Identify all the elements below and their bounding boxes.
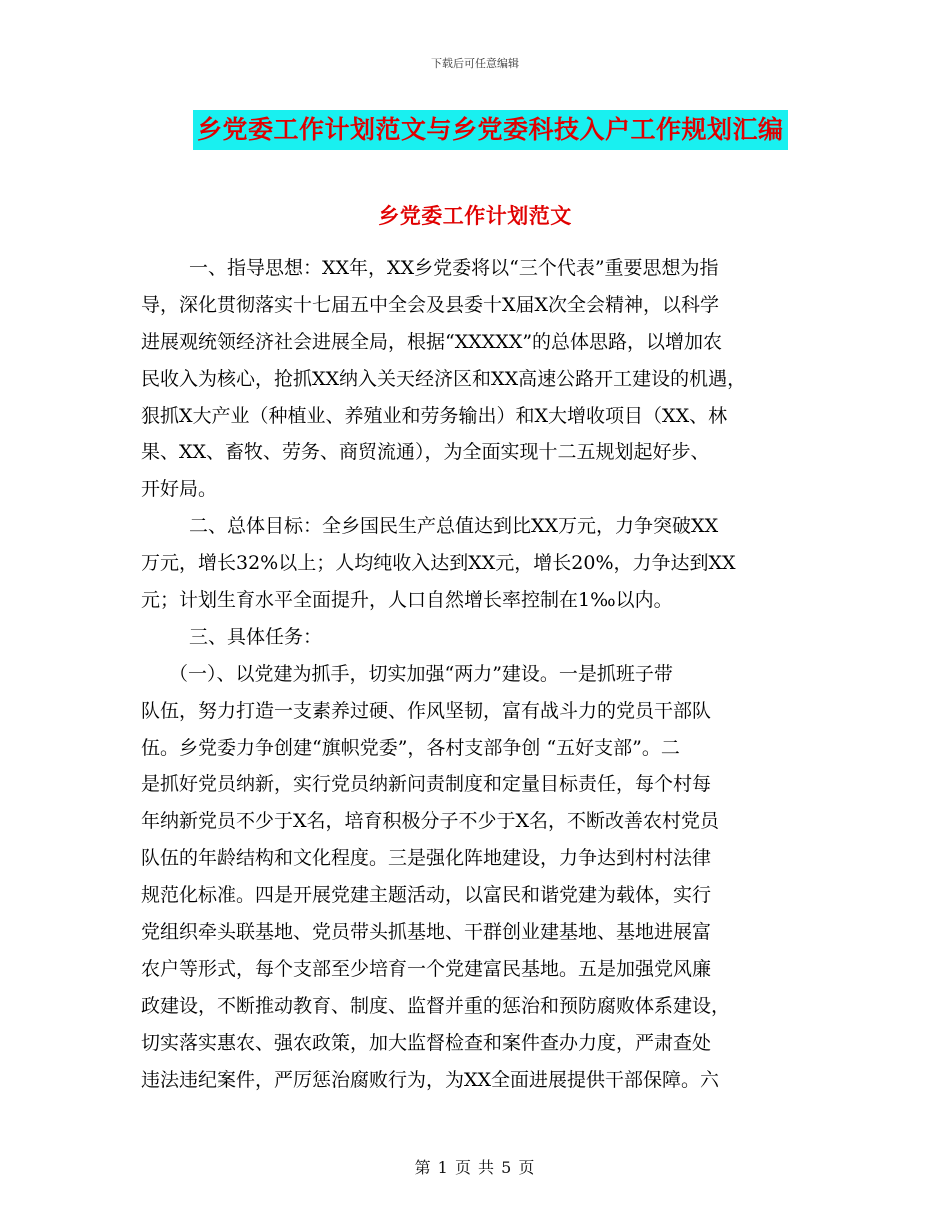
paragraph-line: 年纳新党员不少于X名，培育积极分子不少于X名，不断改善农村党员 bbox=[141, 810, 720, 833]
paragraph-line: 一、指导思想：XX年，XX乡党委将以“三个代表”重要思想为指 bbox=[189, 257, 719, 279]
paragraph-line: 开好局。 bbox=[141, 478, 218, 501]
paragraph-line: 导，深化贯彻落实十七届五中全会及县委十X届X次全会精神，以科学 bbox=[141, 293, 720, 316]
paragraph-line: 政建设，不断推动教育、制度、监督并重的惩治和预防腐败体系建设， bbox=[141, 994, 731, 1017]
paragraph-line: 民收入为核心，抢抓XX纳入关天经济区和XX高速公路开工建设的机遇， bbox=[141, 367, 747, 390]
page-number: 第 1 页 共 5 页 bbox=[414, 1158, 536, 1177]
paragraph-line: 三、具体任务： bbox=[189, 625, 323, 648]
paragraph-line: 二、总体目标：全乡国民生产总值达到比XX万元，力争突破XX bbox=[189, 515, 719, 538]
paragraph-line: 伍。乡党委力争创建“旗帜党委”，各村支部争创 “五好支部”。二 bbox=[141, 736, 680, 759]
paragraph-line: 进展观统领经济社会进展全局，根据“XXXXX”的总体思路，以增加农 bbox=[141, 330, 723, 353]
paragraph-line: 违法违纪案件，严厉惩治腐败行为，为XX全面进展提供干部保障。六 bbox=[141, 1068, 720, 1091]
paragraph-line: （一）、以党建为抓手，切实加强“两力”建设。一是抓班子带 bbox=[169, 662, 673, 685]
paragraph-line: 是抓好党员纳新，实行党员纳新问责制度和定量目标责任，每个村每 bbox=[141, 773, 712, 796]
paragraph-line: 党组织牵头联基地、党员带头抓基地、干群创业建基地、基地进展富 bbox=[141, 921, 712, 944]
section-title: 乡党委工作计划范文 bbox=[378, 203, 572, 228]
document-title: 乡党委工作计划范文与乡党委科技入户工作规划汇编 bbox=[193, 110, 788, 150]
paragraph-line: 规范化标准。四是开展党建主题活动，以富民和谐党建为载体，实行 bbox=[141, 884, 712, 907]
paragraph-line: 农户等形式，每个支部至少培育一个党建富民基地。五是加强党风廉 bbox=[141, 957, 712, 980]
paragraph-line: 万元，增长32%以上；人均纯收入达到XX元，增长20%，力争达到XX bbox=[141, 552, 736, 575]
header-note: 下载后可任意编辑 bbox=[431, 57, 519, 70]
paragraph-line: 切实落实惠农、强农政策，加大监督检查和案件查办力度，严肃查处 bbox=[141, 1031, 712, 1054]
paragraph-line: 队伍，努力打造一支素养过硬、作风坚韧，富有战斗力的党员干部队 bbox=[141, 699, 712, 722]
paragraph-line: 果、XX、畜牧、劳务、商贸流通），为全面实现十二五规划起好步、 bbox=[141, 441, 710, 464]
paragraph-line: 队伍的年龄结构和文化程度。三是强化阵地建设，力争达到村村法律 bbox=[141, 847, 712, 870]
paragraph-line: 元；计划生育水平全面提升，人口自然增长率控制在1‰以内。 bbox=[141, 589, 673, 612]
paragraph-line: 狠抓X大产业（种植业、养殖业和劳务输出）和X大增收项目（XX、林 bbox=[141, 404, 728, 427]
document-body bbox=[141, 250, 810, 1098]
